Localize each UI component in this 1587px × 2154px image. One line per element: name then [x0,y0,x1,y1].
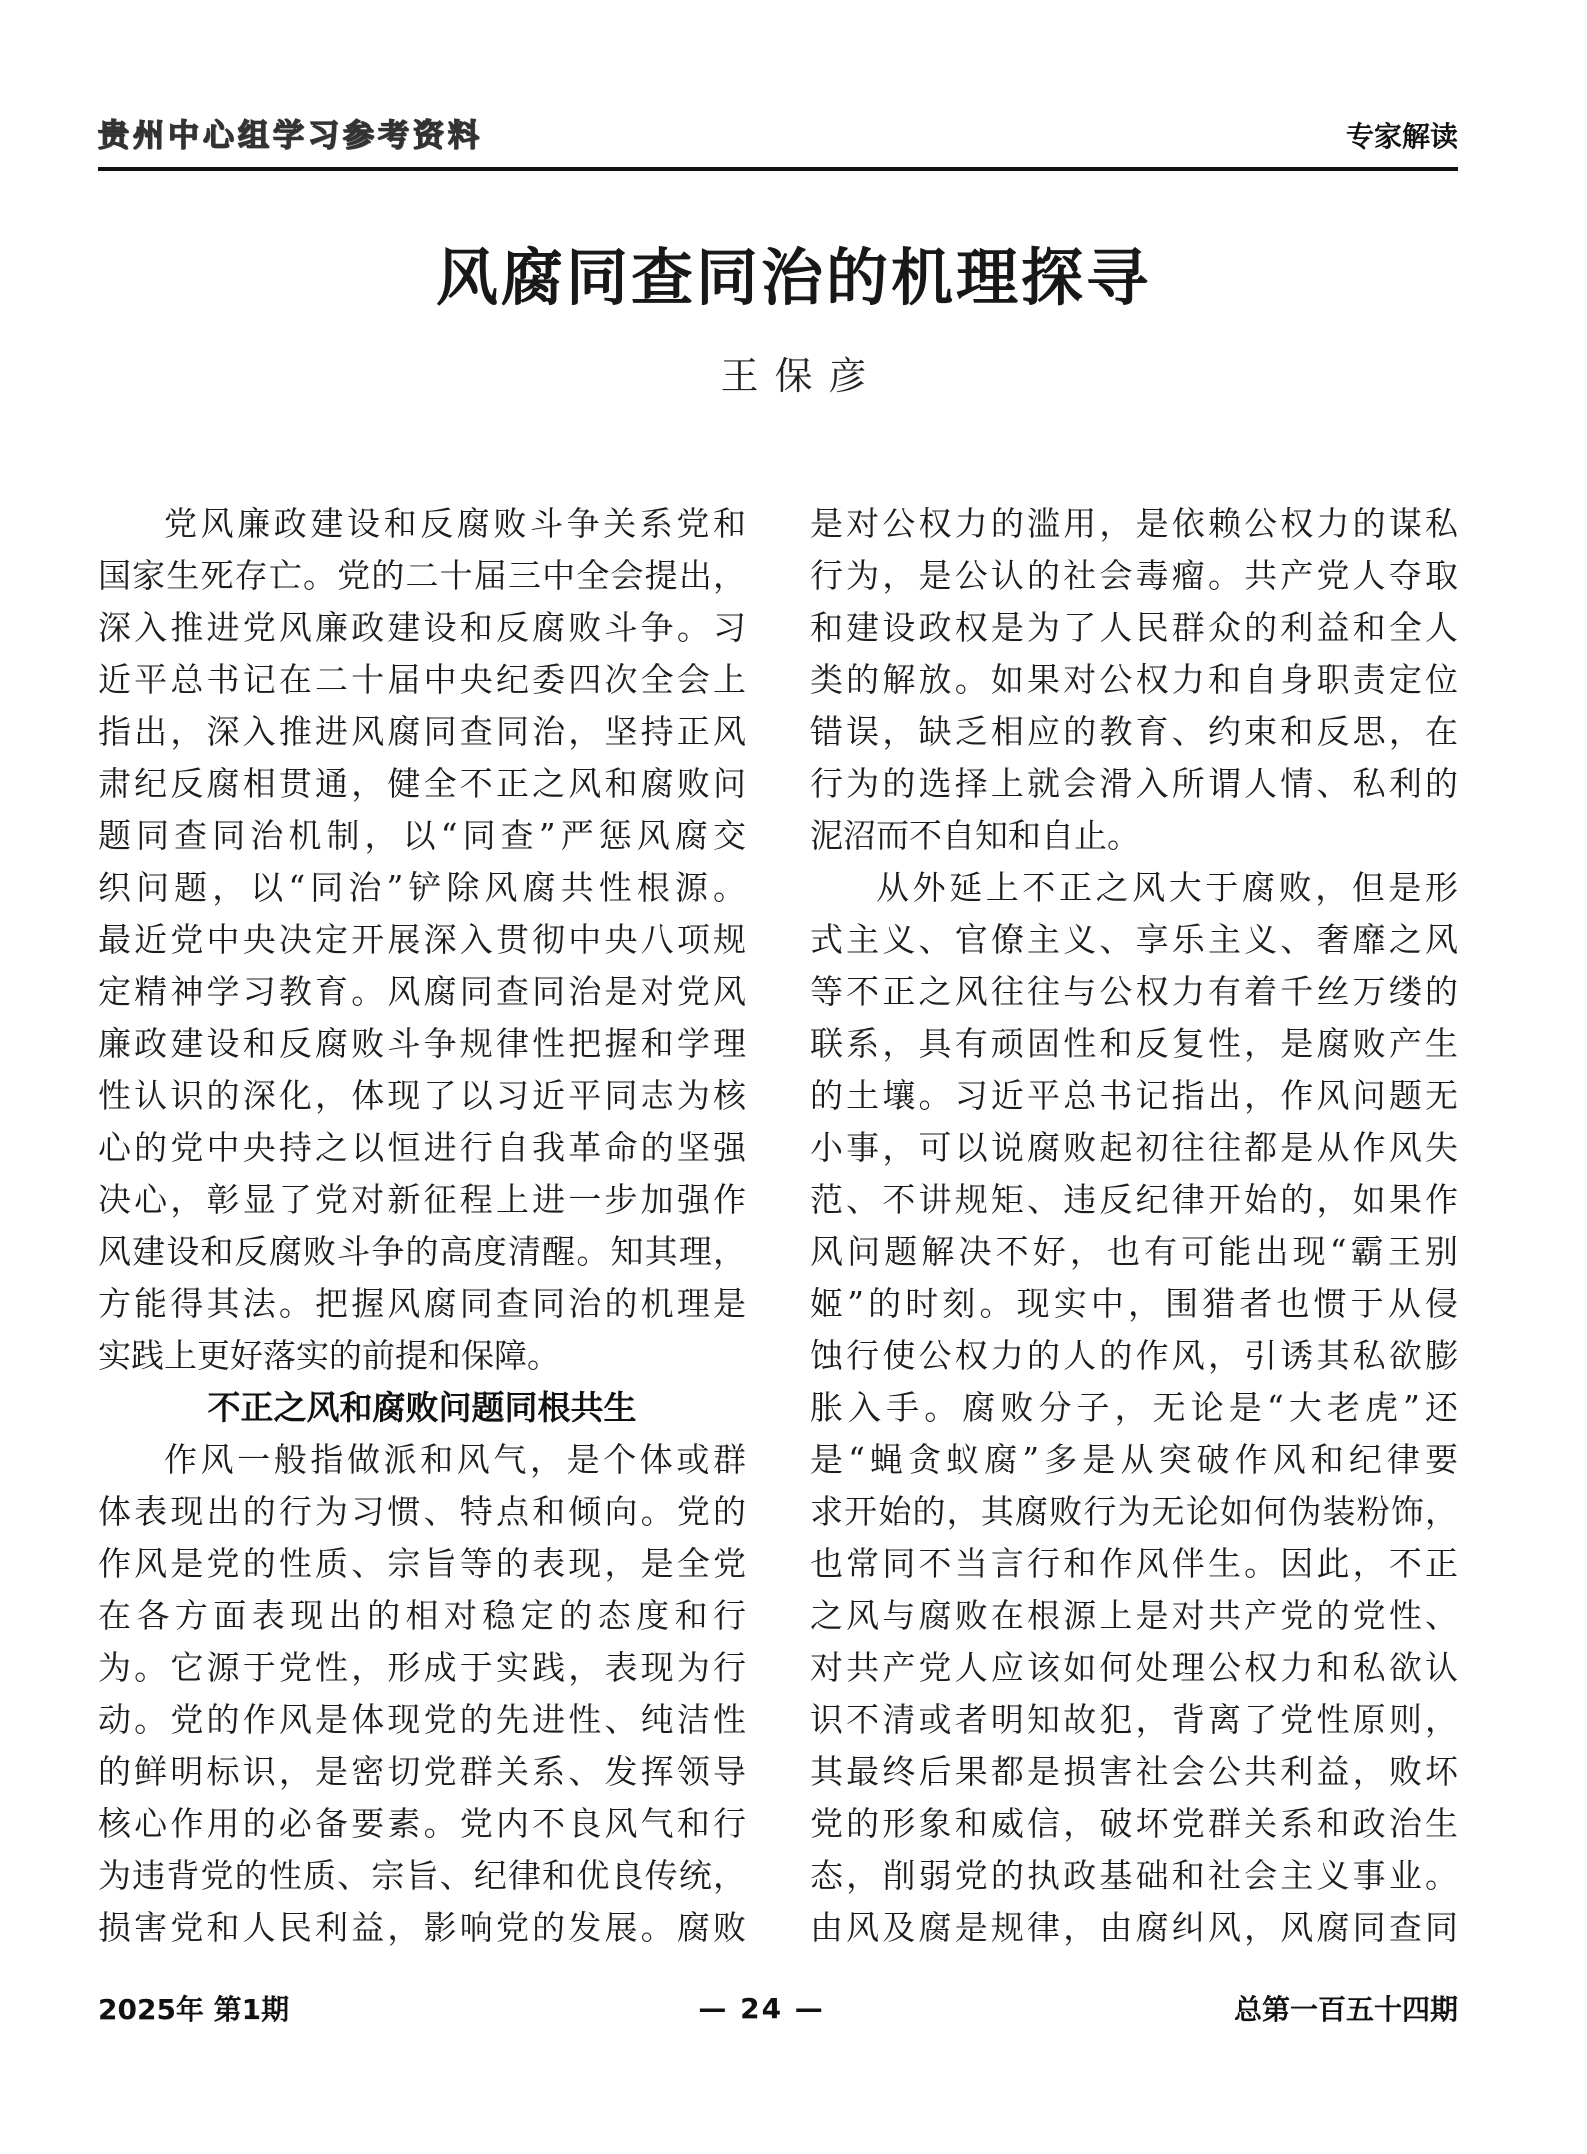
text-line: 之风与腐败在根源上是对共产党的党性、 [810,1596,1458,1635]
text-line: 近平总书记在二十届中央纪委四次全会上 [98,660,746,699]
text-line: 性认识的深化，体现了以习近平同志为核 [98,1076,746,1115]
text-line: 织问题，以“同治”铲除风腐共性根源。 [98,868,746,907]
text-line: 求开始的，其腐败行为无论如何伪装粉饰， [810,1492,1458,1531]
text-line: 动。党的作风是体现党的先进性、纯洁性 [98,1700,746,1739]
text-line: 也常同不当言行和作风伴生。因此，不正 [810,1544,1458,1583]
text-line: 的土壤。习近平总书记指出，作风问题无 [810,1076,1458,1115]
text-line: 泥沼而不自知和自止。 [810,816,1140,855]
text-line: 胀入手。腐败分子，无论是“大老虎”还 [810,1388,1458,1427]
text-line: 识不清或者明知故犯，背离了党性原则， [810,1700,1458,1739]
text-line: 国家生死存亡。党的二十届三中全会提出， [98,556,746,595]
left-column [98,498,746,1954]
footer-volume: 总第一百五十四期 [1233,1993,1458,2026]
text-line: 心的党中央持之以恒进行自我革命的坚强 [98,1128,746,1167]
text-line: 党风廉政建设和反腐败斗争关系党和 [164,504,746,543]
text-line: 为违背党的性质、宗旨、纪律和优良传统， [98,1856,746,1895]
text-line: 错误，缺乏相应的教育、约束和反思，在 [810,712,1458,751]
text-line: 式主义、官僚主义、享乐主义、奢靡之风 [810,920,1458,959]
text-line: 在各方面表现出的相对稳定的态度和行 [98,1596,746,1635]
text-line: 指出，深入推进风腐同查同治，坚持正风 [98,712,746,751]
text-line: 姬”的时刻。现实中，围猎者也惯于从侵 [810,1284,1458,1323]
text-line: 范、不讲规矩、违反纪律开始的，如果作 [810,1180,1458,1219]
text-line: 从外延上不正之风大于腐败，但是形 [876,868,1458,907]
text-line: 等不正之风往往与公权力有着千丝万缕的 [810,972,1458,1011]
text-line: 蚀行使公权力的人的作风，引诱其私欲膨 [810,1336,1458,1375]
text-line: 肃纪反腐相贯通，健全不正之风和腐败问 [98,764,746,803]
text-line: 题同查同治机制，以“同查”严惩风腐交 [98,816,746,855]
text-line: 深入推进党风廉政建设和反腐败斗争。习 [98,608,746,647]
right-column [810,498,1458,1954]
text-line: 风问题解决不好，也有可能出现“霸王别 [810,1232,1458,1271]
footer-issue: 2025年 第1期 [98,1993,290,2026]
text-line: 作风一般指做派和风气，是个体或群 [164,1440,746,1479]
text-line: 是对公权力的滥用，是依赖公权力的谋私 [810,504,1458,543]
text-line: 其最终后果都是损害社会公共利益，败坏 [810,1752,1458,1791]
text-line: 体表现出的行为习惯、特点和倾向。党的 [98,1492,746,1531]
article-body [98,498,1458,1954]
text-line: 小事，可以说腐败起初往往都是从作风失 [810,1128,1458,1167]
text-line: 定精神学习教育。风腐同查同治是对党风 [98,972,746,1011]
text-line: 党的形象和威信，破坏党群关系和政治生 [810,1804,1458,1843]
text-line: 类的解放。如果对公权力和自身职责定位 [810,660,1458,699]
text-line: 联系，具有顽固性和反复性，是腐败产生 [810,1024,1458,1063]
article-title: 风腐同查同治的机理探寻 [435,241,1151,314]
text-line: 风建设和反腐败斗争的高度清醒。知其理， [98,1232,746,1271]
text-line: 是“蝇贪蚁腐”多是从突破作风和纪律要 [810,1440,1458,1479]
page-footer [98,1988,1458,2028]
author-name: 王保彦 [720,354,883,398]
text-line: 和建设政权是为了人民群众的利益和全人 [810,608,1458,647]
text-line: 实践上更好落实的前提和保障。 [98,1336,560,1375]
section-heading: 不正之风和腐败问题同根共生 [207,1388,637,1427]
footer-page-number: — 24 — [698,1991,825,2025]
text-line: 最近党中央决定开展深入贯彻中央八项规 [98,920,746,959]
text-line: 为。它源于党性，形成于实践，表现为行 [98,1648,746,1687]
text-line: 方能得其法。把握风腐同查同治的机理是 [98,1284,746,1323]
text-line: 作风是党的性质、宗旨等的表现，是全党 [98,1544,746,1583]
text-line: 对共产党人应该如何处理公权力和私欲认 [810,1648,1458,1687]
text-line: 核心作用的必备要素。党内不良风气和行 [98,1804,746,1843]
text-line: 廉政建设和反腐败斗争规律性把握和学理 [98,1024,746,1063]
text-line: 态，削弱党的执政基础和社会主义事业。 [810,1856,1458,1895]
page-header [98,110,1458,171]
text-line: 决心，彰显了党对新征程上进一步加强作 [98,1180,746,1219]
text-line: 损害党和人民利益，影响党的发展。腐败 [98,1908,746,1947]
text-line: 由风及腐是规律，由腐纠风，风腐同查同 [810,1908,1458,1947]
text-line: 行为的选择上就会滑入所谓人情、私利的 [810,764,1458,803]
section-tag: 专家解读 [1345,120,1458,153]
text-line: 的鲜明标识，是密切党群关系、发挥领导 [98,1752,746,1791]
masthead-title: 贵州中心组学习参考资料 [98,118,483,154]
text-line: 行为，是公认的社会毒瘤。共产党人夺取 [810,556,1458,595]
